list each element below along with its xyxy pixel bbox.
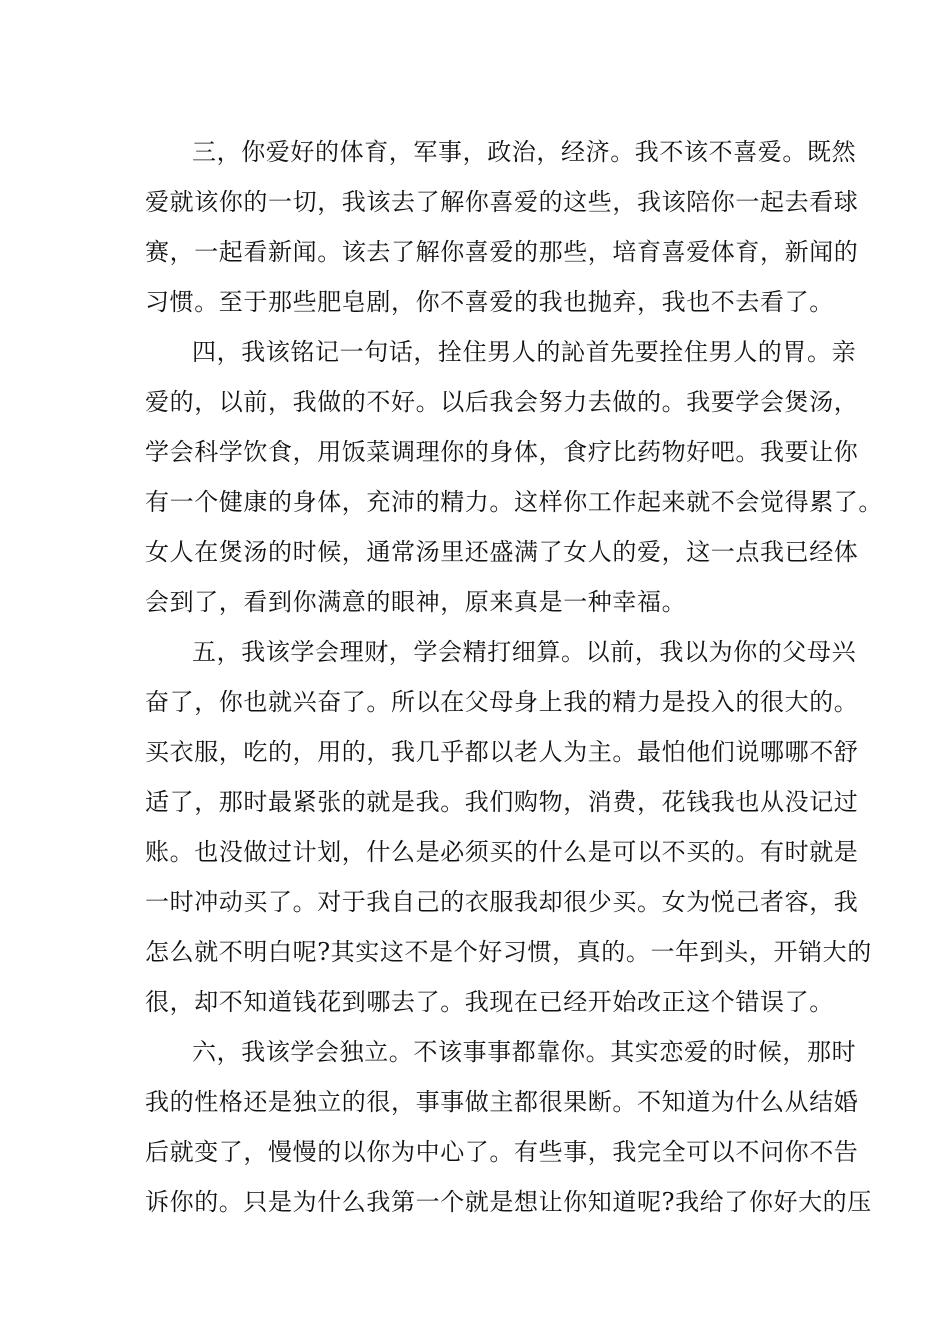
paragraph-6-line-3: 后就变了，慢慢的以你为中心了。有些事，我完全可以不问你不告 xyxy=(145,1138,859,1166)
paragraph-5-line-4: 适了，那时最紧张的就是我。我们购物，消费，花钱我也从没记过 xyxy=(145,788,859,816)
paragraph-5-line-5: 账。也没做过计划，什么是必须买的什么是可以不买的。有时就是 xyxy=(145,838,859,866)
paragraph-4-line-1: 四，我该铭记一句话，拴住男人的訫首先要拴住男人的胃。亲 xyxy=(192,338,857,366)
paragraph-4-line-3: 学会科学饮食，用饭菜调理你的身体，食疗比药物好吧。我要让你 xyxy=(145,438,859,466)
paragraph-5-line-8: 很，却不知道钱花到哪去了。我现在已经开始改正这个错误了。 xyxy=(145,988,834,1016)
paragraph-3-line-2: 爱就该你的一切，我该去了解你喜爱的这些，我该陪你一起去看球 xyxy=(145,188,859,216)
paragraph-5-line-7: 怎么就不明白呢?其实这不是个好习惯，真的。一年到头，开销大的 xyxy=(145,938,872,966)
paragraph-4-line-2: 爱的，以前，我做的不好。以后我会努力去做的。我要学会煲汤， xyxy=(145,388,859,416)
paragraph-6-line-4: 诉你的。只是为什么我第一个就是想让你知道呢?我给了你好大的压 xyxy=(145,1188,872,1216)
paragraph-5-line-2: 奋了，你也就兴奋了。所以在父母身上我的精力是投入的很大的。 xyxy=(145,688,859,716)
paragraph-4-line-6: 会到了，看到你满意的眼神，原来真是一种幸福。 xyxy=(145,588,687,616)
paragraph-3-line-1: 三，你爱好的体育，军事，政治，经济。我不该不喜爱。既然 xyxy=(192,138,857,166)
paragraph-4-line-4: 有一个健康的身体，充沛的精力。这样你工作起来就不会觉得累了。 xyxy=(145,488,883,516)
paragraph-6-line-2: 我的性格还是独立的很，事事做主都很果断。不知道为什么从结婚 xyxy=(145,1088,859,1116)
paragraph-6-line-1: 六，我该学会独立。不该事事都靠你。其实恋爱的时候，那时 xyxy=(192,1038,857,1066)
paragraph-5-line-3: 买衣服，吃的，用的，我几乎都以老人为主。最怕他们说哪哪不舒 xyxy=(145,738,859,766)
paragraph-3-line-3: 赛，一起看新闻。该去了解你喜爱的那些，培育喜爱体育，新闻的 xyxy=(145,238,859,266)
paragraph-5-line-6: 一时冲动买了。对于我自己的衣服我却很少买。女为悦己者容，我 xyxy=(145,888,859,916)
paragraph-4-line-5: 女人在煲汤的时候，通常汤里还盛满了女人的爱，这一点我已经体 xyxy=(145,538,859,566)
paragraph-3-line-4: 习惯。至于那些肥皂剧，你不喜爱的我也抛弃，我也不去看了。 xyxy=(145,288,834,316)
paragraph-5-line-1: 五，我该学会理财，学会精打细算。以前，我以为你的父母兴 xyxy=(192,638,857,666)
